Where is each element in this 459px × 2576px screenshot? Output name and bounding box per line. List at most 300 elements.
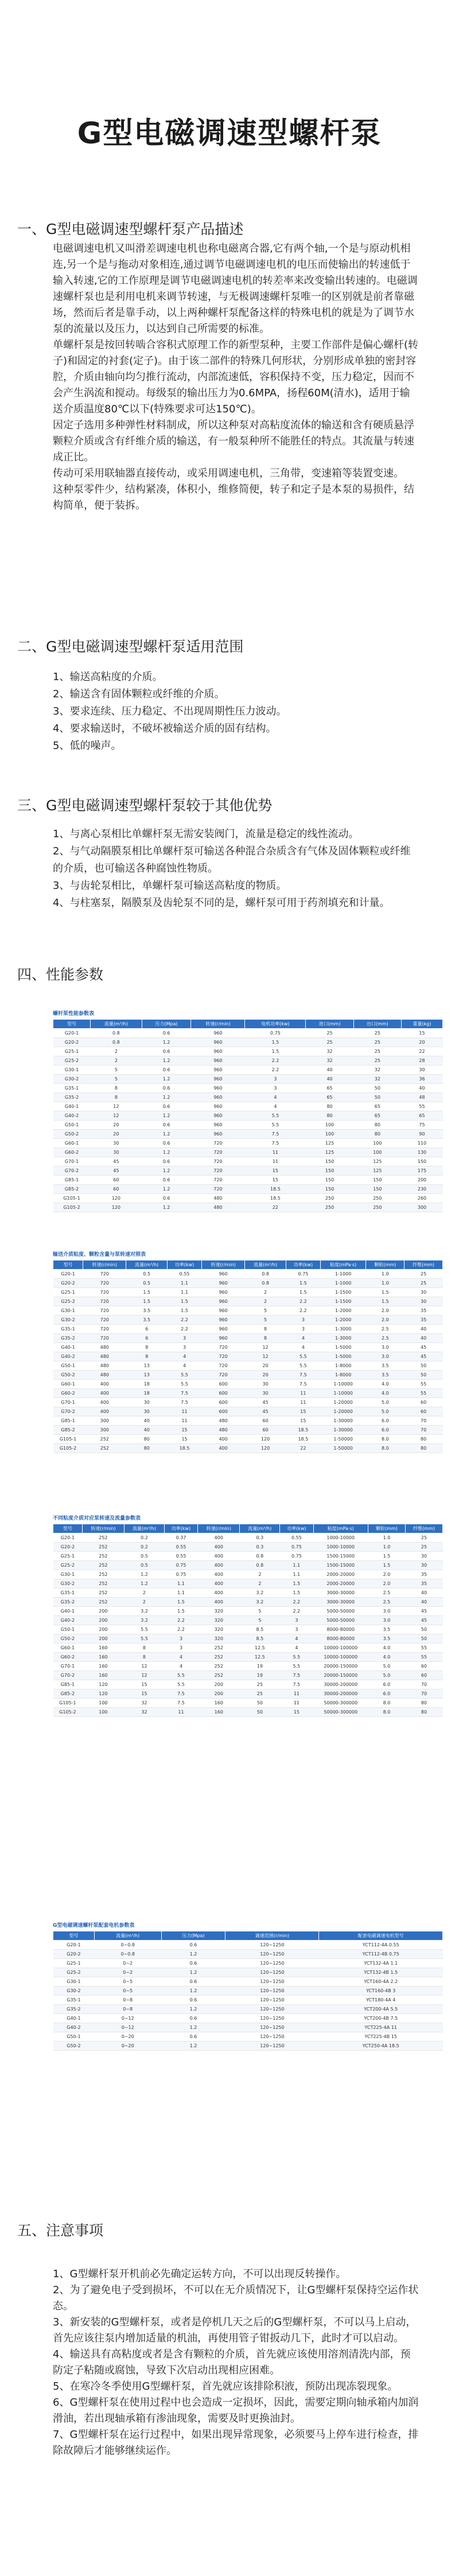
- table-cell: G105-1: [53, 1435, 83, 1444]
- table-cell: 4: [245, 1102, 306, 1111]
- table-cell: 5.5: [164, 1680, 197, 1689]
- table-cell: 8: [125, 1644, 165, 1653]
- table-cell: 18.5: [286, 1426, 320, 1435]
- table-cell: 0.6: [161, 1941, 225, 1950]
- table-cell: 15: [245, 1176, 306, 1185]
- table-header-cell: 功率(kw): [286, 1260, 320, 1270]
- table-cell: 1-30000: [320, 1426, 366, 1435]
- section-2-list: [53, 669, 420, 755]
- data-table: [53, 1524, 443, 1717]
- table-cell: G35-1: [53, 1588, 83, 1598]
- table-row: [53, 1579, 443, 1588]
- list-item: 1、输送高粘度的介质。: [53, 671, 163, 683]
- table-row: [53, 1570, 443, 1579]
- table-row: [53, 1361, 443, 1371]
- table-cell: 80: [405, 1708, 442, 1717]
- table-cell: 0.6: [142, 1047, 191, 1056]
- table-cell: G30-1: [53, 1306, 83, 1316]
- table-cell: 0.8: [240, 1561, 280, 1570]
- table-cell: 720: [191, 1176, 245, 1185]
- table-row: [53, 1398, 443, 1407]
- table-cell: 120~1250: [225, 2042, 319, 2051]
- table-header-cell: 流量(m³/h): [91, 1020, 142, 1029]
- table-cell: 260: [402, 1194, 443, 1203]
- section-5-list: [53, 2266, 420, 2459]
- table-cell: 30: [126, 1398, 168, 1407]
- table-cell: 0.8: [245, 1279, 286, 1288]
- table-cell: 8.5: [240, 1634, 280, 1644]
- table-cell: 11: [286, 1398, 320, 1407]
- list-item: 5、在寒冷冬季使用G型螺杆泵，首先就应该排除积液，预防出现冻裂现象。: [53, 2380, 398, 2392]
- table-cell: 120: [245, 1444, 286, 1453]
- table-cell: 15: [168, 1435, 202, 1444]
- table-cell: 2.2: [286, 1297, 320, 1306]
- table-cell: 1-1500: [320, 1288, 366, 1297]
- table-cell: 200: [82, 1616, 124, 1625]
- table-cell: G50-1: [53, 1361, 83, 1371]
- table-cell: 30: [245, 1380, 286, 1389]
- table-cell: 400: [198, 1598, 240, 1607]
- table-cell: 2.2: [168, 1316, 202, 1325]
- table-cell: 5.5: [245, 1111, 306, 1121]
- table-cell: 960: [191, 1075, 245, 1084]
- table-cell: G70-2: [53, 1166, 91, 1176]
- table-cell: 160: [198, 1708, 240, 1717]
- table-cell: 720: [83, 1316, 126, 1325]
- list-item: 4、输送具有高粘度或者是含有颗粒的介质，首先就应该使用溶剂清洗内部，预防定子粘随或腐蚀，导致下次启动出现相应困难。: [53, 2348, 411, 2376]
- table-cell: 32: [306, 1056, 353, 1065]
- table-cell: 7.5: [280, 1680, 313, 1689]
- table-cell: 5.5: [280, 1653, 313, 1662]
- table-cell: 7.5: [245, 1139, 306, 1148]
- table-row: [53, 1111, 443, 1121]
- table-cell: 40: [404, 1334, 443, 1343]
- table-cell: 5.5: [125, 1625, 165, 1634]
- table-cell: YCT132-4A 1.1: [319, 1959, 443, 1968]
- table-cell: 20: [91, 1130, 142, 1139]
- table-cell: YCT225-4A 11: [319, 2023, 443, 2032]
- table-cell: 120~1250: [225, 1986, 319, 1996]
- table-cell: 18.5: [168, 1444, 202, 1453]
- table-cell: 0~5: [94, 1986, 161, 1996]
- table-cell: 60: [404, 1407, 443, 1416]
- table-cell: 3: [280, 1616, 313, 1625]
- performance-table-4: [53, 1921, 443, 2051]
- table-cell: 1.5: [168, 1306, 202, 1316]
- table-cell: 1.5: [368, 1561, 405, 1570]
- table-row: [53, 1047, 443, 1056]
- section-5-heading: 五、注意事项: [17, 2222, 104, 2239]
- table-cell: 960: [191, 1084, 245, 1093]
- table-cell: 130: [402, 1148, 443, 1157]
- table-cell: 25: [404, 1270, 443, 1279]
- table-cell: 40: [306, 1075, 353, 1084]
- table-cell: 480: [83, 1371, 126, 1380]
- table-cell: 100: [306, 1121, 353, 1130]
- table-cell: G60-1: [53, 1139, 91, 1148]
- table-cell: 200: [82, 1634, 124, 1644]
- table-cell: 10000-100000: [313, 1644, 368, 1653]
- table-cell: 1.5: [164, 1598, 197, 1607]
- table-cell: 0.6: [142, 1121, 191, 1130]
- table-cell: 600: [201, 1398, 244, 1407]
- table-header-cell: 转速(r/min): [82, 1524, 124, 1533]
- table-cell: 125: [306, 1139, 353, 1148]
- table-cell: 45: [245, 1398, 286, 1407]
- table-cell: G85-1: [53, 1176, 91, 1185]
- table-header-cell: 颗粒(mm): [366, 1260, 404, 1270]
- table-row: [53, 1166, 443, 1176]
- table-cell: 30: [402, 1065, 443, 1075]
- table-row: [53, 1950, 443, 1959]
- table-cell: 80: [126, 1435, 168, 1444]
- table-row: [53, 1416, 443, 1426]
- table-cell: 20000-150000: [313, 1671, 368, 1680]
- table-cell: G70-1: [53, 1398, 83, 1407]
- table-cell: 150: [353, 1176, 401, 1185]
- table-header-cell: 重量(kg): [402, 1020, 443, 1029]
- table-cell: G30-2: [53, 1316, 83, 1325]
- table-cell: 320: [198, 1634, 240, 1644]
- table-cell: 50: [405, 1634, 442, 1644]
- table-cell: 5000-50000: [313, 1607, 368, 1616]
- table-cell: 0.6: [142, 1157, 191, 1166]
- table-cell: G25-2: [53, 1056, 91, 1065]
- table-cell: 30: [91, 1148, 142, 1157]
- table-cell: G50-2: [53, 2042, 95, 2051]
- table-cell: G50-2: [53, 1130, 91, 1139]
- table-cell: 2.5: [366, 1334, 404, 1343]
- table-cell: 50000-300000: [313, 1708, 368, 1717]
- table-cell: 25: [353, 1029, 401, 1038]
- table-cell: 120~1250: [225, 1959, 319, 1968]
- table-cell: 4: [280, 1644, 313, 1653]
- table-row: [53, 1297, 443, 1306]
- table-cell: 160: [82, 1662, 124, 1671]
- section-1-heading: 一、G型电磁调速型螺杆泵产品描述: [17, 221, 244, 237]
- table-cell: 11: [168, 1407, 202, 1416]
- table-cell: 5.0: [368, 1671, 405, 1680]
- table-cell: 960: [191, 1102, 245, 1111]
- table-row: [53, 2032, 443, 2042]
- table-row: [53, 1334, 443, 1343]
- table-cell: 3.5: [366, 1361, 404, 1371]
- table-cell: 0.6: [142, 1084, 191, 1093]
- table-row: [53, 1038, 443, 1047]
- table-cell: 7.5: [280, 1671, 313, 1680]
- list-item: 7、G型螺杆泵在运行过程中，如果出现异常现象，必须要马上停车进行检查，排除故障后才能够继续运作。: [53, 2429, 419, 2457]
- table-cell: 11: [164, 1708, 197, 1717]
- table-row: [53, 1093, 443, 1102]
- table-cell: 1000-10000: [313, 1543, 368, 1552]
- section-2-heading: 二、G型电磁调速型螺杆泵适用范围: [17, 638, 244, 655]
- table-cell: 15: [402, 1029, 443, 1038]
- table-cell: 6.0: [366, 1416, 404, 1426]
- table-cell: 30: [405, 1561, 442, 1570]
- list-item: 1、G型螺杆泵开机前必先确定运转方向，不可以出现反转操作。: [53, 2268, 347, 2280]
- table-cell: 720: [201, 1352, 244, 1361]
- table-cell: 1.2: [142, 1038, 191, 1047]
- table-cell: G25-1: [53, 1959, 95, 1968]
- table-cell: 5000-50000: [313, 1616, 368, 1625]
- table-cell: 252: [82, 1598, 124, 1607]
- table-cell: 2.2: [280, 1598, 313, 1607]
- table-row: [53, 1644, 443, 1653]
- performance-table-1: [53, 1009, 443, 1212]
- table-cell: 250: [306, 1194, 353, 1203]
- table-cell: 960: [191, 1038, 245, 1047]
- table-row: [53, 1634, 443, 1644]
- table-cell: G30-2: [53, 1579, 83, 1588]
- table-cell: G35-2: [53, 1334, 83, 1343]
- table-cell: 12.5: [240, 1653, 280, 1662]
- table-cell: 252: [82, 1561, 124, 1570]
- table-cell: 0.55: [164, 1552, 197, 1561]
- table-row: [53, 1075, 443, 1084]
- table-cell: 0~20: [94, 2032, 161, 2042]
- table-header-cell: 型号: [53, 1020, 91, 1029]
- table-cell: 8.0: [368, 1699, 405, 1708]
- table-cell: G50-1: [53, 1625, 83, 1634]
- table-row: [53, 1371, 443, 1380]
- table-cell: 320: [198, 1625, 240, 1634]
- table-row: [53, 1121, 443, 1130]
- table-cell: 480: [201, 1426, 244, 1435]
- table-header-cell: 进口(mm): [306, 1020, 353, 1029]
- table-cell: 0.8: [91, 1038, 142, 1047]
- table-cell: 1-8000: [320, 1371, 366, 1380]
- list-item: 1、与离心泵相比单螺杆泵无需安装阀门，流量是稳定的线性流动。: [53, 828, 359, 840]
- table-cell: 960: [201, 1288, 244, 1297]
- table-cell: G85-2: [53, 1185, 91, 1194]
- table-cell: 1500-15000: [313, 1552, 368, 1561]
- table-cell: 40: [405, 1598, 442, 1607]
- table-cell: 3.5: [368, 1634, 405, 1644]
- table-cell: 400: [198, 1561, 240, 1570]
- table-cell: 2.2: [164, 1616, 197, 1625]
- table-cell: 2.2: [280, 1607, 313, 1616]
- table-cell: 1-5000: [320, 1343, 366, 1352]
- table-cell: 25: [240, 1680, 280, 1689]
- table-cell: 720: [83, 1297, 126, 1306]
- table-cell: 3000-30000: [313, 1598, 368, 1607]
- table-cell: 25: [353, 1056, 401, 1065]
- table-cell: 36: [402, 1075, 443, 1084]
- table-caption: 不同粘度介质对应泵转速及流量参数表: [53, 1516, 141, 1521]
- table-cell: YCT200-4A 5.5: [319, 2005, 443, 2014]
- table-cell: G35-1: [53, 1084, 91, 1093]
- list-item: 6、G型螺杆泵在使用过程中也会造成一定损坏，因此，需要定期向轴承箱内加润滑油，若出现轴承箱有渗油现象，需要及时更换油封。: [53, 2397, 419, 2425]
- table-cell: 1.2: [161, 2023, 225, 2032]
- table-cell: 960: [201, 1297, 244, 1306]
- table-cell: 1.1: [168, 1279, 202, 1288]
- table-cell: 480: [83, 1343, 126, 1352]
- table-cell: 150: [306, 1176, 353, 1185]
- table-cell: 0.75: [286, 1270, 320, 1279]
- table-cell: 120: [245, 1435, 286, 1444]
- table-cell: 3000-30000: [313, 1588, 368, 1598]
- table-cell: 720: [191, 1139, 245, 1148]
- table-cell: 30: [404, 1297, 443, 1306]
- table-cell: 6: [126, 1325, 168, 1334]
- table-cell: 12: [125, 1662, 165, 1671]
- list-item: 3、新安装的G型螺杆泵，或者是停机几天之后的G型螺杆泵，不可以马上启动，首先应该往泵内增加适量的机油，再使用管子钳扳动几下，此时才可以启动。: [53, 2316, 417, 2344]
- table-cell: 125: [353, 1166, 401, 1176]
- table-cell: 2: [245, 1288, 286, 1297]
- table-cell: 5.5: [286, 1361, 320, 1371]
- table-row: [53, 2014, 443, 2023]
- table-cell: G25-1: [53, 1288, 83, 1297]
- table-cell: 0.6: [161, 2014, 225, 2023]
- table-cell: 600: [201, 1389, 244, 1398]
- section-3-heading: 三、G型电磁调速型螺杆泵较于其他优势: [17, 797, 273, 814]
- table-cell: G40-2: [53, 1352, 83, 1361]
- list-item: 4、要求输送时，不破坏被输送介质的固有结构。: [53, 723, 277, 735]
- table-cell: 32: [306, 1047, 353, 1056]
- data-table: [53, 1019, 443, 1212]
- table-cell: G40-1: [53, 2014, 95, 2023]
- table-cell: 30: [405, 1552, 442, 1561]
- table-cell: G25-1: [53, 1552, 83, 1561]
- table-cell: 18.5: [245, 1194, 306, 1203]
- table-cell: 125: [353, 1157, 401, 1166]
- table-cell: 11: [280, 1689, 313, 1699]
- table-cell: 3.5: [126, 1316, 168, 1325]
- table-cell: 22: [286, 1444, 320, 1453]
- table-row: [53, 1056, 443, 1065]
- table-cell: 5: [91, 1065, 142, 1075]
- table-cell: 70: [404, 1416, 443, 1426]
- table-cell: G40-2: [53, 2023, 95, 2032]
- table-cell: 20: [91, 1121, 142, 1130]
- table-cell: 250: [353, 1194, 401, 1203]
- table-cell: 960: [191, 1029, 245, 1038]
- table-cell: 160: [82, 1653, 124, 1662]
- table-cell: YCT132-4B 1.5: [319, 1968, 443, 1977]
- table-cell: 0.5: [126, 1270, 168, 1279]
- table-cell: 90: [402, 1130, 443, 1139]
- table-cell: 1-1500: [320, 1297, 366, 1306]
- table-cell: 5: [91, 1075, 142, 1084]
- table-cell: 1-20000: [320, 1398, 366, 1407]
- table-caption: G型电磁调速螺杆泵配套电机参数表: [53, 1923, 135, 1929]
- table-cell: 1.1: [164, 1588, 197, 1598]
- table-cell: 60: [91, 1185, 142, 1194]
- table-cell: G25-2: [53, 1968, 95, 1977]
- table-cell: 8: [126, 1343, 168, 1352]
- table-cell: 1.5: [366, 1288, 404, 1297]
- table-header-cell: 转速(r/min): [198, 1524, 240, 1533]
- table-cell: 50: [240, 1699, 280, 1708]
- table-cell: G30-1: [53, 1065, 91, 1075]
- table-cell: 110: [402, 1139, 443, 1148]
- table-cell: 0.5: [125, 1552, 165, 1561]
- table-cell: 960: [201, 1270, 244, 1279]
- table-cell: 720: [83, 1279, 126, 1288]
- data-table: [53, 1931, 443, 2051]
- table-cell: G105-1: [53, 1194, 91, 1203]
- table-cell: 1.0: [366, 1279, 404, 1288]
- table-cell: 20: [245, 1371, 286, 1380]
- table-header-cell: 功率(kw): [164, 1524, 197, 1533]
- table-cell: 720: [191, 1157, 245, 1166]
- table-cell: YCT160-4B 3: [319, 1986, 443, 1996]
- table-cell: 18: [126, 1389, 168, 1398]
- table-cell: 1.5: [368, 1552, 405, 1561]
- table-row: [53, 1279, 443, 1288]
- table-cell: 12: [91, 1102, 142, 1111]
- table-cell: 12: [245, 1352, 286, 1361]
- table-cell: 300: [83, 1416, 126, 1426]
- table-row: [53, 1689, 443, 1699]
- table-cell: 65: [306, 1084, 353, 1093]
- table-cell: 0.2: [125, 1533, 165, 1543]
- table-cell: 3.0: [368, 1616, 405, 1625]
- table-row: [53, 1389, 443, 1398]
- table-cell: 65: [353, 1102, 401, 1111]
- table-cell: G50-1: [53, 2032, 95, 2042]
- performance-table-2: [53, 1250, 443, 1453]
- table-cell: G40-1: [53, 1607, 83, 1616]
- table-cell: 5: [240, 1616, 280, 1625]
- table-cell: 8.0: [368, 1708, 405, 1717]
- table-cell: 250: [353, 1203, 401, 1212]
- table-row: [53, 1598, 443, 1607]
- table-cell: 1.5: [280, 1579, 313, 1588]
- table-cell: G35-2: [53, 2005, 95, 2014]
- table-header-cell: 流量(m³/h): [126, 1260, 168, 1270]
- table-cell: 50000-300000: [313, 1699, 368, 1708]
- table-cell: 4: [164, 1653, 197, 1662]
- table-cell: G50-2: [53, 1634, 83, 1644]
- table-cell: 480: [83, 1352, 126, 1361]
- table-cell: 1-8000: [320, 1361, 366, 1371]
- table-row: [53, 1680, 443, 1689]
- table-row: [53, 1270, 443, 1279]
- table-header-cell: 流量(m³/h): [125, 1524, 165, 1533]
- table-cell: 3.0: [366, 1352, 404, 1361]
- table-row: [53, 1533, 443, 1543]
- table-cell: 3.5: [368, 1625, 405, 1634]
- table-cell: 160: [198, 1699, 240, 1708]
- table-cell: 32: [125, 1708, 165, 1717]
- table-cell: 3: [164, 1644, 197, 1653]
- table-cell: 1.0: [368, 1543, 405, 1552]
- table-cell: 1.0: [366, 1270, 404, 1279]
- table-cell: 252: [82, 1533, 124, 1543]
- table-row: [53, 1306, 443, 1316]
- table-cell: 0.5: [126, 1279, 168, 1288]
- table-cell: 0.2: [125, 1543, 165, 1552]
- table-cell: 400: [198, 1579, 240, 1588]
- table-cell: 0.6: [161, 2032, 225, 2042]
- table-caption: 输送介质粘度、颗粒含量与泵转速对照表: [53, 1252, 146, 1258]
- table-cell: 80: [405, 1699, 442, 1708]
- table-cell: 32: [353, 1075, 401, 1084]
- table-row: [53, 1699, 443, 1708]
- table-cell: G50-1: [53, 1121, 91, 1130]
- table-cell: 80: [306, 1111, 353, 1121]
- table-cell: 100: [353, 1139, 401, 1148]
- table-cell: 600: [201, 1380, 244, 1389]
- table-cell: 300: [83, 1426, 126, 1435]
- table-cell: 30000-200000: [313, 1689, 368, 1699]
- table-row: [53, 1671, 443, 1680]
- table-header-cell: 压力(Mpa): [161, 1931, 225, 1941]
- table-cell: 15: [125, 1689, 165, 1699]
- table-cell: 25: [404, 1279, 443, 1288]
- table-cell: 150: [306, 1166, 353, 1176]
